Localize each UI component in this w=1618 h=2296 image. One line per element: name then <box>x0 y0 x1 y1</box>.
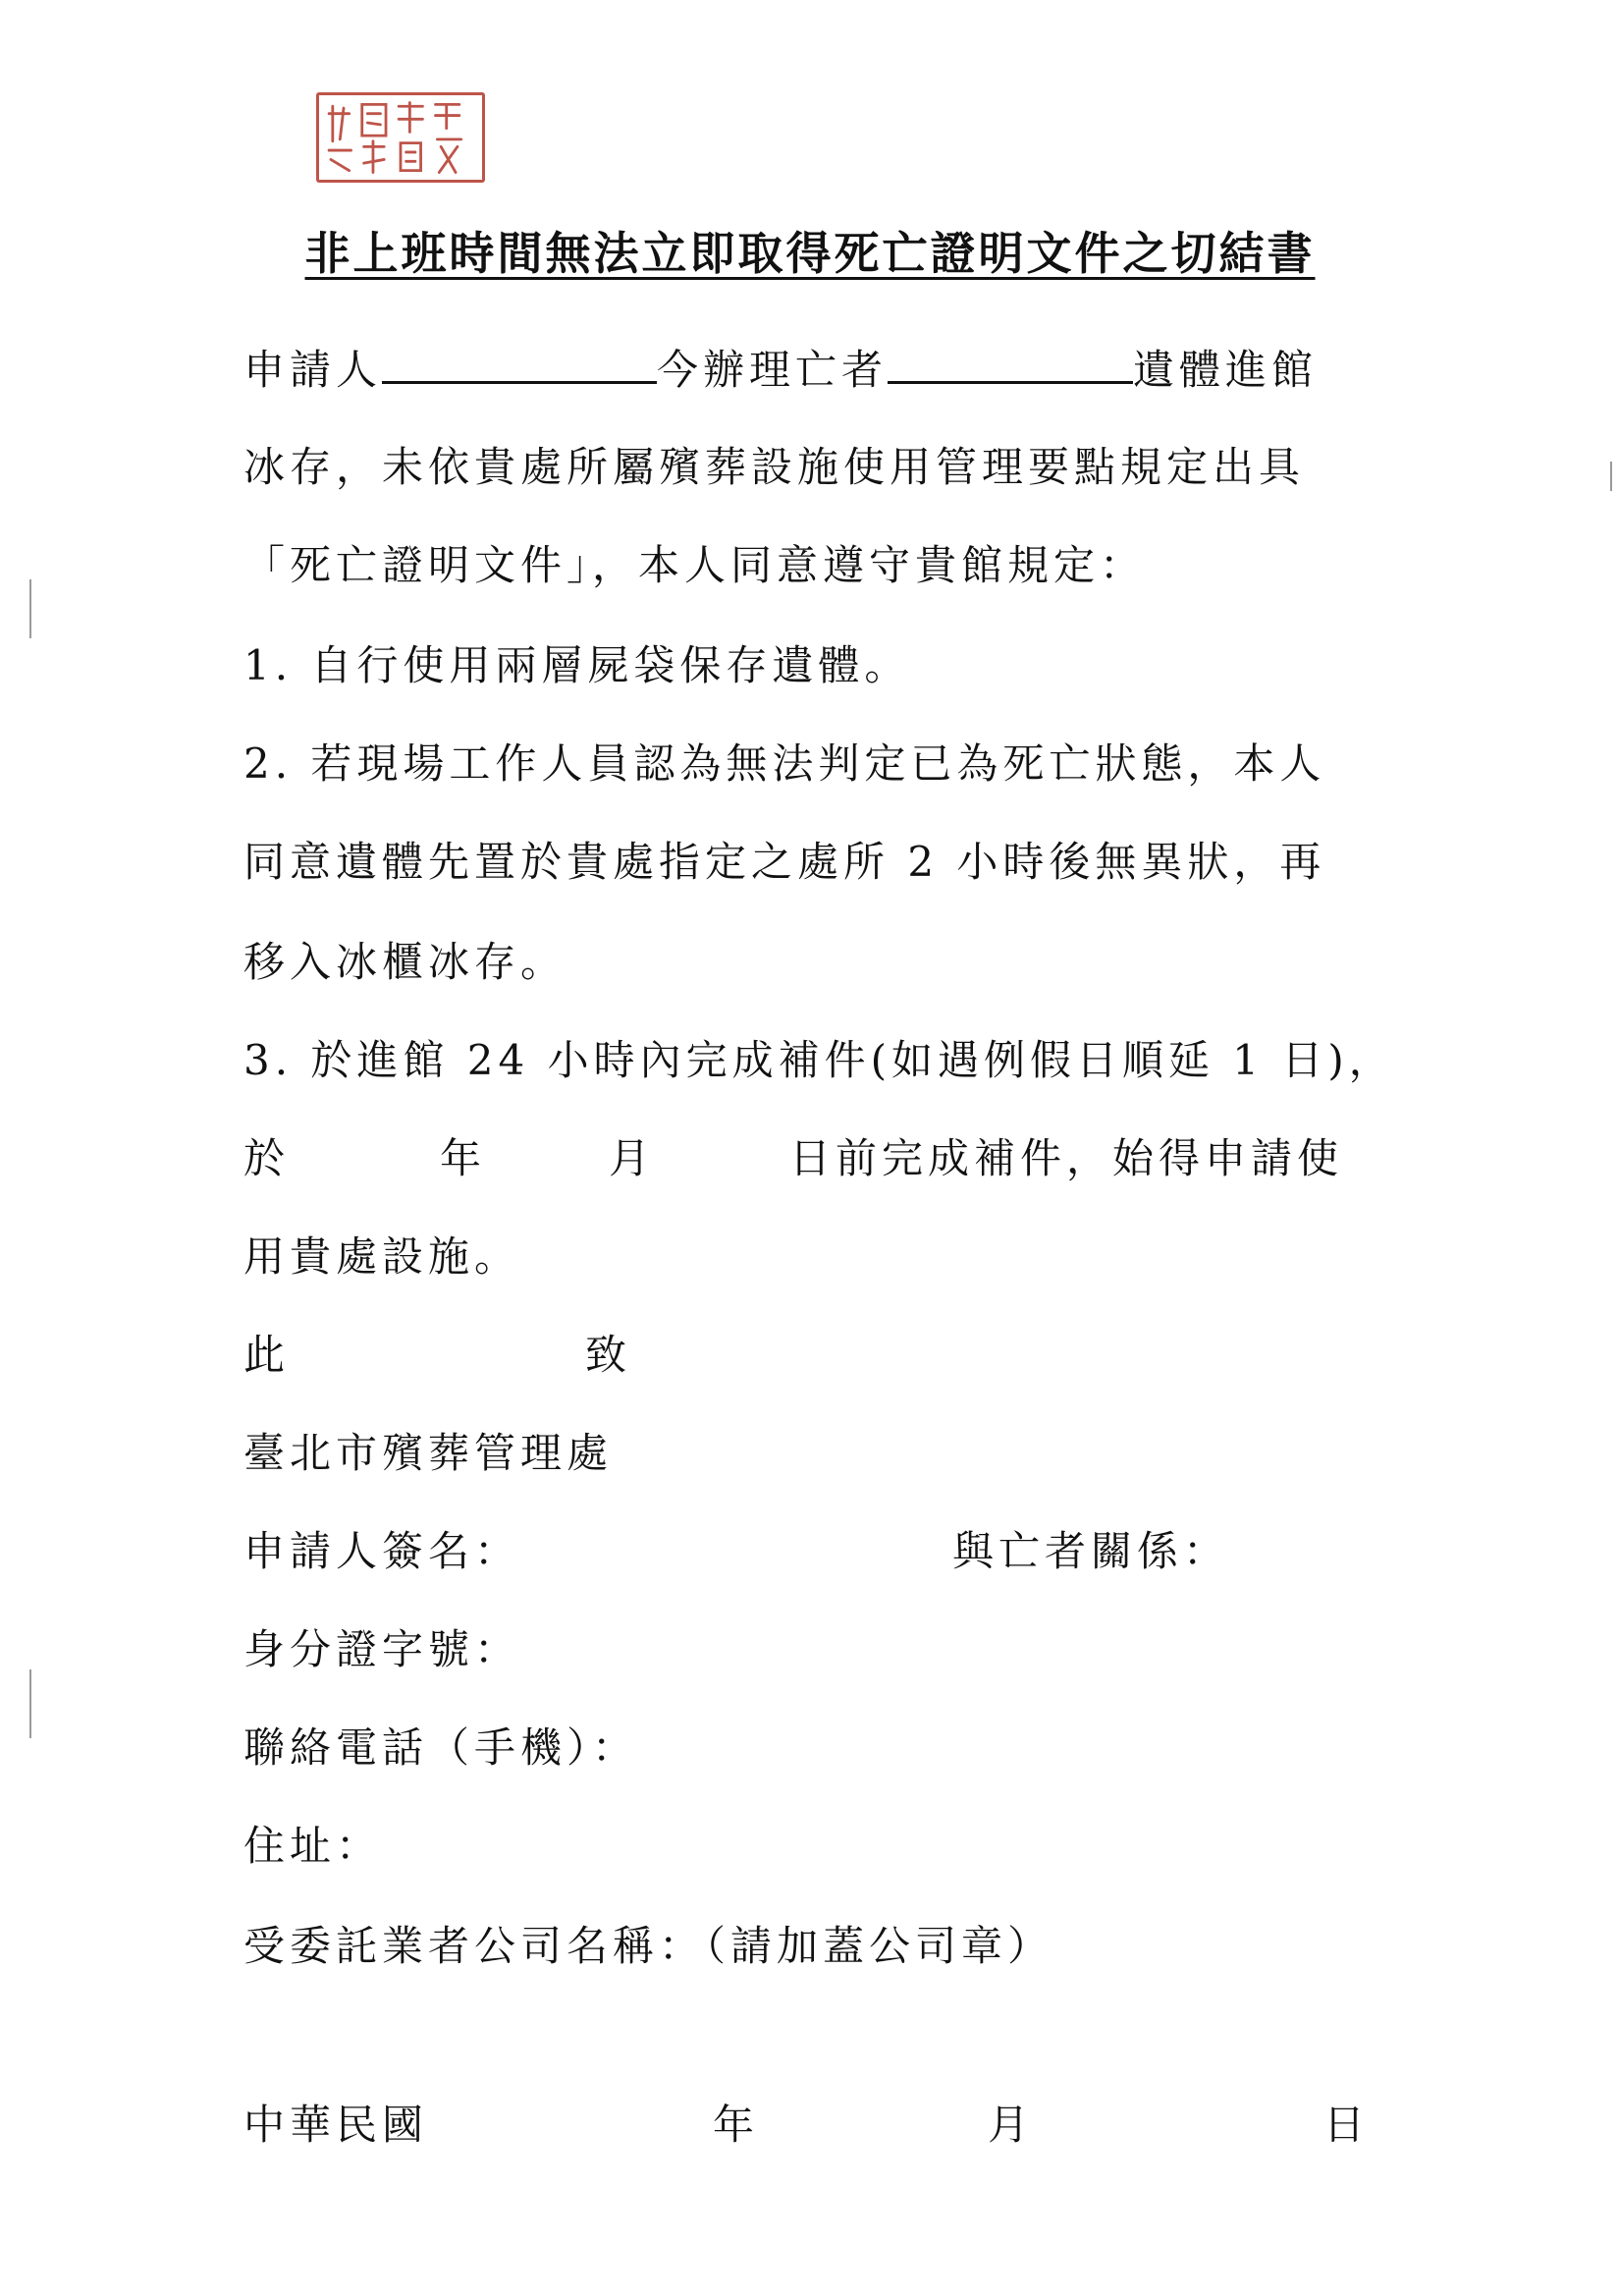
closing-zhi: 致 <box>585 1331 632 1379</box>
deceased-label: 今辦理亡者 <box>657 346 889 394</box>
signature-line <box>243 1522 1375 1581</box>
intro-line-2: 冰存，未依貴處所屬殯葬設施使用管理要點規定出具 <box>243 443 1306 491</box>
seal-glyphs <box>319 95 482 180</box>
item-3-month-label: 月 <box>609 1134 656 1182</box>
item-1: 1. 自行使用兩層屍袋保存遺體。 <box>243 641 911 689</box>
document-title: 非上班時間無法立即取得死亡證明文件之切結書 <box>304 227 1316 280</box>
deceased-name-blank[interactable] <box>888 338 1133 384</box>
item-3-year-label: 年 <box>440 1134 487 1182</box>
item-2-line-1: 2. 若現場工作人員認為無法判定已為死亡狀態，本人 <box>243 739 1326 788</box>
recipient: 臺北市殯葬管理處 <box>243 1429 614 1477</box>
item-3-yu: 於 <box>243 1134 291 1182</box>
intro-line-3: 「死亡證明文件」，本人同意遵守貴館規定： <box>243 541 1147 589</box>
date-line <box>243 2096 1375 2155</box>
date-era: 中華民國 <box>243 2101 429 2149</box>
scan-mark <box>29 579 31 638</box>
scan-mark <box>29 1669 31 1738</box>
item-3-date-line <box>243 1129 1375 1188</box>
scan-mark <box>1610 462 1612 491</box>
red-seal-stamp <box>316 92 485 183</box>
item-3-date-rest: 日前完成補件，始得申請使 <box>789 1134 1344 1182</box>
item-3-line-1: 3. 於進館 24 小時內完成補件(如遇例假日順延 1 日)， <box>243 1036 1395 1084</box>
closing-ci: 此 <box>243 1331 291 1379</box>
item-2-line-2: 同意遺體先置於貴處指定之處所 2 小時後無異狀，再 <box>243 838 1326 886</box>
applicant-name-blank[interactable] <box>382 338 657 384</box>
company-field[interactable]: 受委託業者公司名稱：（請加蓋公司章） <box>243 1922 1054 1970</box>
relationship-field[interactable]: 與亡者關係： <box>952 1527 1230 1575</box>
address-field[interactable]: 住址： <box>243 1822 383 1870</box>
date-year-label: 年 <box>713 2101 760 2149</box>
item-2-line-3: 移入冰櫃冰存。 <box>243 938 567 986</box>
phone-field[interactable]: 聯絡電話（手機）： <box>243 1723 639 1772</box>
applicant-label: 申請人 <box>243 346 383 394</box>
date-month-label: 月 <box>988 2101 1035 2149</box>
remains-label: 遺體進館 <box>1133 346 1319 394</box>
id-number-field[interactable]: 身分證字號： <box>243 1625 521 1673</box>
date-day-label: 日 <box>1323 2101 1371 2149</box>
signature-field[interactable]: 申請人簽名： <box>243 1527 521 1575</box>
intro-line-1 <box>243 338 1375 400</box>
closing-line <box>243 1326 1375 1385</box>
item-3-line-3: 用貴處設施。 <box>243 1232 521 1281</box>
